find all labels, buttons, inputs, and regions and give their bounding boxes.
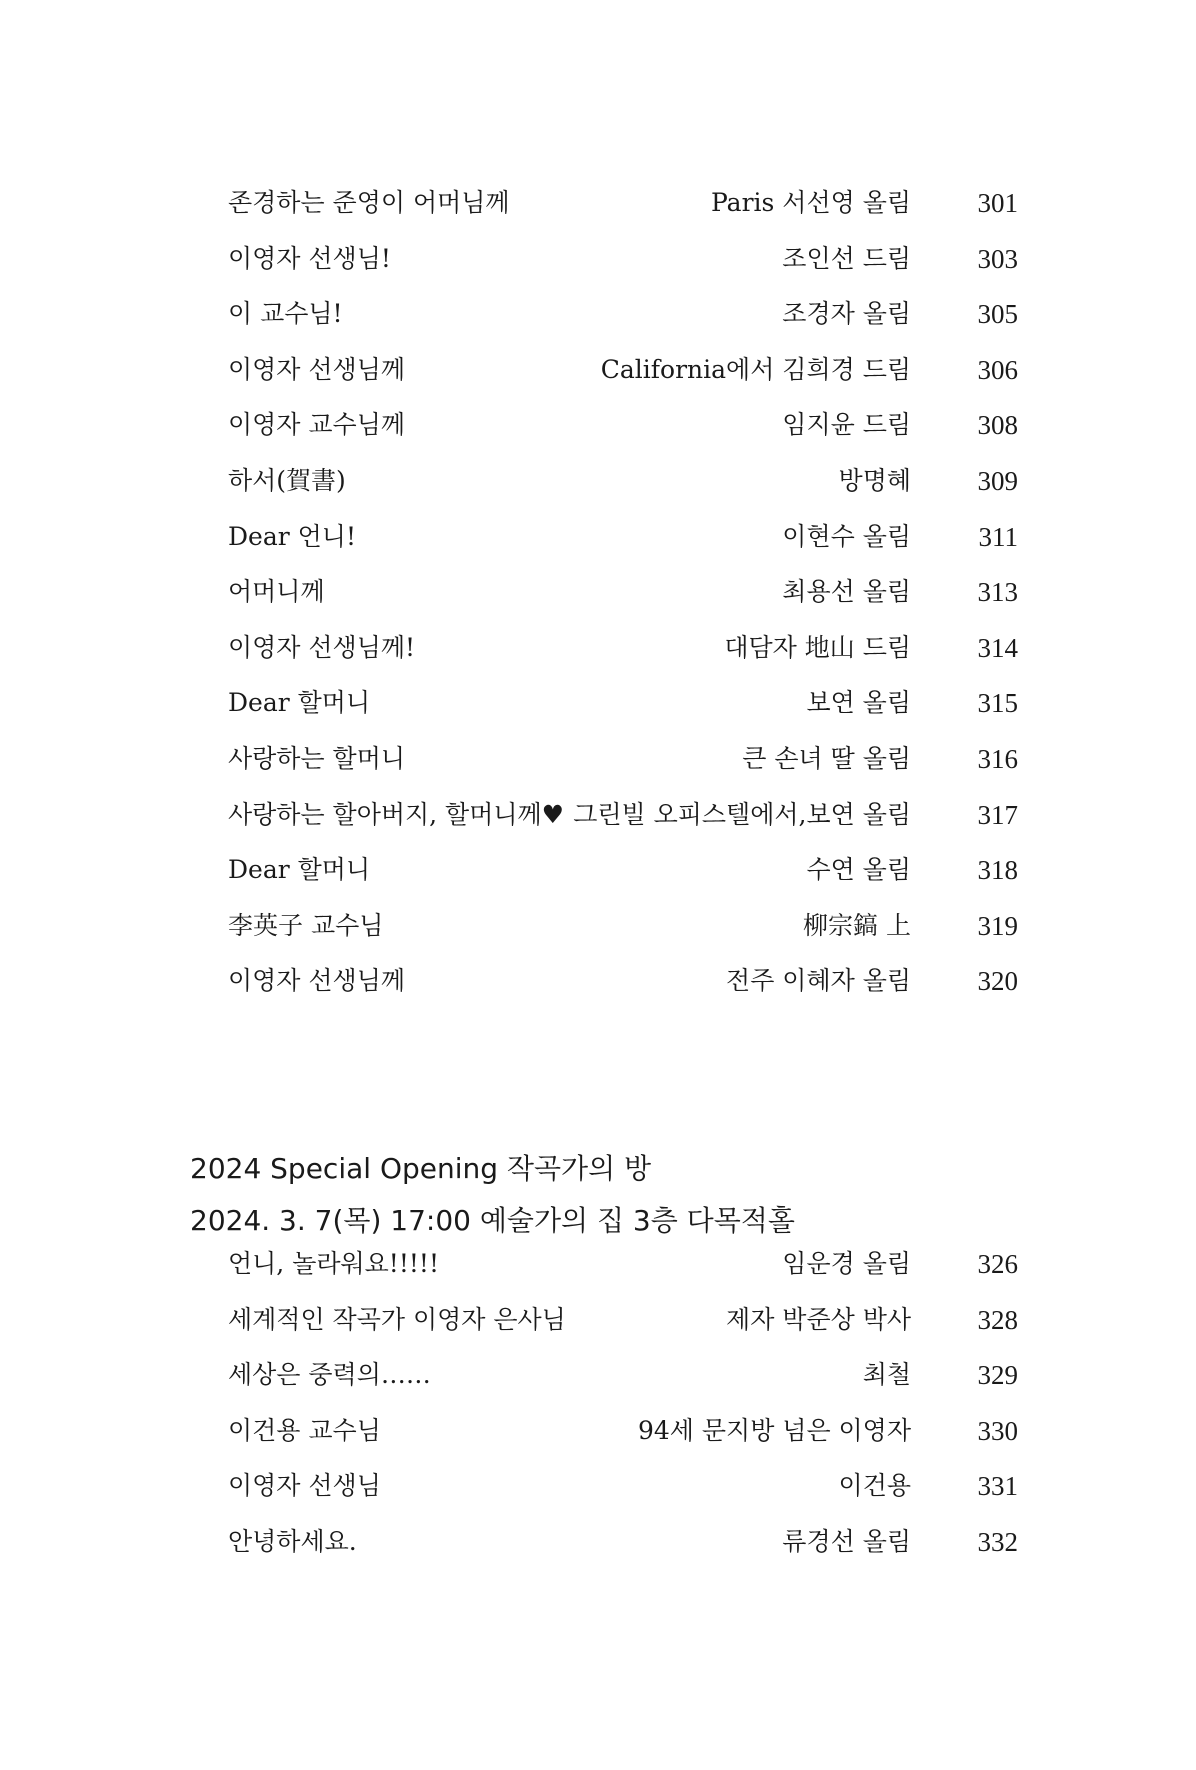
toc-entry xyxy=(228,911,1018,967)
entry-author: 임운경 올림 xyxy=(782,1249,911,1278)
entry-page-number: 313 xyxy=(977,577,1018,608)
entry-author: Paris 서선영 올림 xyxy=(710,188,911,217)
toc-entry xyxy=(228,299,1018,355)
entry-title: 이영자 교수님께 xyxy=(228,410,405,440)
entry-title: 사랑하는 할머니 xyxy=(228,743,405,773)
toc-entry xyxy=(228,744,1018,800)
entry-title: 이 교수님! xyxy=(228,299,343,329)
entry-author: 최용선 올림 xyxy=(782,577,911,607)
entry-author: 柳宗鎬 上 xyxy=(803,910,911,940)
toc-entry xyxy=(228,522,1018,578)
entry-page-number: 319 xyxy=(977,910,1018,941)
toc-list-section-a xyxy=(228,188,1018,1022)
entry-page-number: 331 xyxy=(977,1471,1018,1502)
entry-page-number: 315 xyxy=(977,688,1018,719)
entry-author: 최철 xyxy=(862,1360,911,1390)
entry-title: 세계적인 작곡가 이영자 은사님 xyxy=(228,1304,566,1334)
toc-entry xyxy=(228,855,1018,911)
entry-author: 조인선 드림 xyxy=(782,243,911,273)
toc-list-section-b xyxy=(228,1249,1018,1583)
entry-page-number: 308 xyxy=(977,410,1018,441)
toc-entry xyxy=(228,1527,1018,1583)
entry-page-number: 318 xyxy=(977,855,1018,886)
entry-title: 존경하는 준영이 어머님께 xyxy=(228,188,510,217)
toc-entry xyxy=(228,244,1018,300)
toc-entry xyxy=(228,800,1018,856)
toc-entry xyxy=(228,188,1018,244)
toc-entry xyxy=(228,577,1018,633)
section-heading xyxy=(190,1143,1040,1247)
entry-title: 이영자 선생님께 xyxy=(228,966,405,996)
entry-page-number: 306 xyxy=(977,354,1018,385)
entry-title: 이영자 선생님께 xyxy=(228,354,405,384)
entry-title: Dear 할머니 xyxy=(228,688,371,718)
entry-author: 94세 문지방 넘은 이영자 xyxy=(637,1415,911,1445)
toc-entry xyxy=(228,1416,1018,1472)
entry-page-number: 332 xyxy=(977,1526,1018,1557)
toc-entry xyxy=(228,688,1018,744)
toc-entry xyxy=(228,410,1018,466)
entry-page-number: 317 xyxy=(977,799,1018,830)
entry-author: 대담자 地山 드림 xyxy=(724,632,911,662)
entry-title: 하서(賀書) xyxy=(228,465,346,495)
entry-page-number: 314 xyxy=(977,632,1018,663)
toc-entry xyxy=(228,466,1018,522)
entry-author: 이현수 올림 xyxy=(782,521,911,551)
entry-title: 언니, 놀라워요!!!!! xyxy=(228,1249,440,1278)
section-event-info: 2024. 3. 7(목) 17:00 예술가의 집 3층 다목적홀 xyxy=(190,1204,795,1237)
entry-title: 이영자 선생님 xyxy=(228,1471,381,1501)
entry-title: 이영자 선생님께! xyxy=(228,632,416,662)
entry-page-number: 320 xyxy=(977,966,1018,997)
toc-entry xyxy=(228,1249,1018,1305)
entry-title: Dear 언니! xyxy=(228,521,356,551)
toc-entry xyxy=(228,1305,1018,1361)
entry-author: 이건용 xyxy=(838,1471,911,1501)
toc-entry xyxy=(228,1360,1018,1416)
entry-title: Dear 할머니 xyxy=(228,855,371,885)
entry-title: 이건용 교수님 xyxy=(228,1415,381,1445)
entry-author: 제자 박준상 박사 xyxy=(726,1304,911,1334)
entry-author: 그린빌 오피스텔에서,보연 올림 xyxy=(573,799,911,829)
entry-title: 세상은 중력의…… xyxy=(228,1360,431,1390)
entry-author: 전주 이혜자 올림 xyxy=(726,966,911,996)
entry-author: 보연 올림 xyxy=(806,688,911,718)
entry-title: 사랑하는 할아버지, 할머니께♥ xyxy=(228,799,565,829)
section-title: 2024 Special Opening 작곡가의 방 xyxy=(190,1152,652,1185)
entry-page-number: 329 xyxy=(977,1360,1018,1391)
entry-page-number: 303 xyxy=(977,243,1018,274)
entry-page-number: 328 xyxy=(977,1304,1018,1335)
entry-author: 조경자 올림 xyxy=(782,299,911,329)
toc-entry xyxy=(228,355,1018,411)
entry-author: 류경선 올림 xyxy=(782,1526,911,1556)
toc-entry xyxy=(228,966,1018,1022)
entry-title: 李英子 교수님 xyxy=(228,910,384,940)
entry-page-number: 316 xyxy=(977,743,1018,774)
entry-page-number: 326 xyxy=(977,1249,1018,1279)
entry-author: California에서 김희경 드림 xyxy=(600,354,911,384)
entry-author: 큰 손녀 딸 올림 xyxy=(742,743,911,773)
entry-title: 안녕하세요. xyxy=(228,1526,357,1556)
entry-author: 방명혜 xyxy=(838,465,911,495)
entry-page-number: 301 xyxy=(977,188,1018,218)
entry-page-number: 311 xyxy=(978,521,1018,552)
entry-title: 이영자 선생님! xyxy=(228,243,391,273)
entry-page-number: 309 xyxy=(977,465,1018,496)
toc-entry xyxy=(228,1471,1018,1527)
entry-page-number: 305 xyxy=(977,299,1018,330)
entry-page-number: 330 xyxy=(977,1415,1018,1446)
entry-title: 어머니께 xyxy=(228,577,325,607)
toc-entry xyxy=(228,633,1018,689)
entry-author: 수연 올림 xyxy=(806,855,911,885)
entry-author: 임지윤 드림 xyxy=(782,410,911,440)
